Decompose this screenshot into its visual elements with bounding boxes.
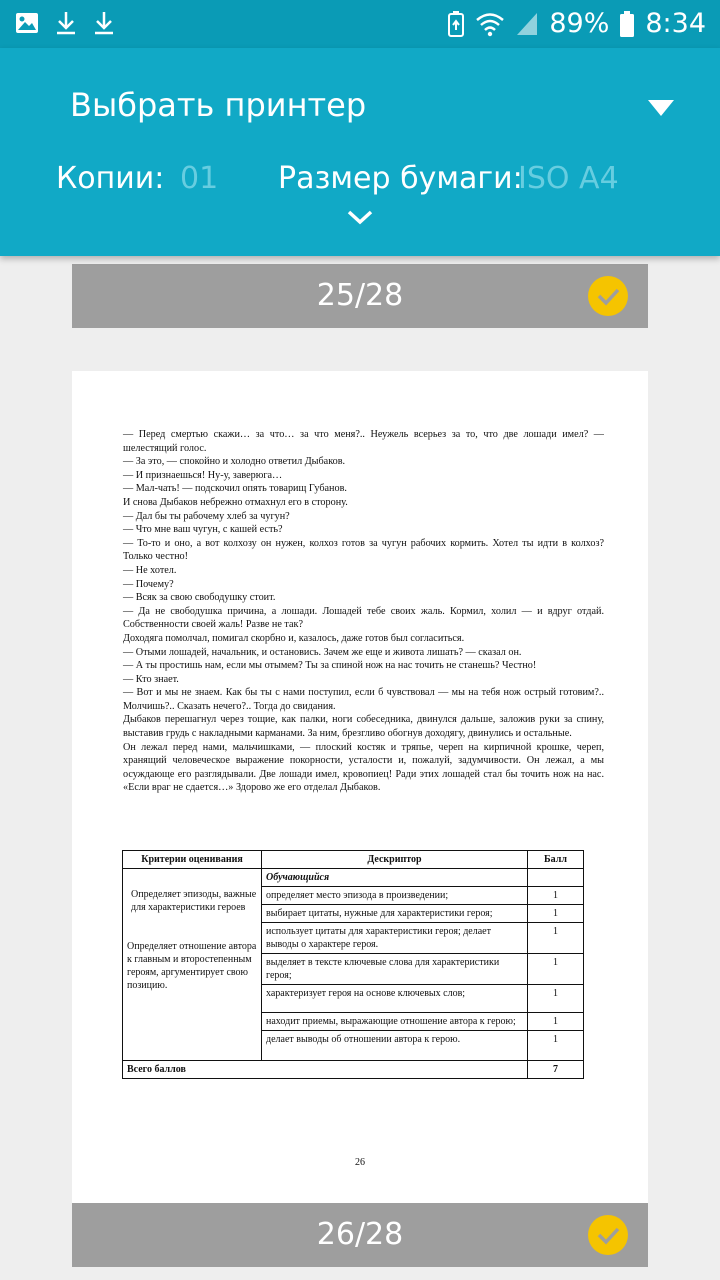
criterion: Определяет отношение автора к главным и второстепенным героям, аргументирует свою позицию.	[127, 941, 257, 991]
paragraph: — Перед смертью скажи… за что… за что меня?.. Неужель всерьез за то, что две лошади имел? — шелестящий голос.	[123, 429, 604, 454]
descriptor: использует цитаты для характеристики героя; делает выводы о характере героя.	[262, 923, 528, 954]
expand-chevron-icon[interactable]	[346, 208, 374, 226]
criterion: Определяет эпизоды, важные для характеристики героев	[131, 889, 257, 913]
copies-value[interactable]: 01	[180, 161, 219, 196]
paragraph: — Что мне ваш чугун, с кашей есть?	[123, 524, 283, 536]
points-cell	[528, 869, 584, 887]
paragraph: — Дал бы ты рабочему хлеб за чугун?	[123, 510, 290, 522]
points-cell: 1	[528, 905, 584, 923]
paragraph: Доходяга помолчал, помигал скорбно и, казалось, даже готов был согласиться.	[123, 632, 465, 644]
criteria-cell	[123, 869, 262, 1061]
points-cell: 1	[528, 954, 584, 985]
descriptor: выделяет в тексте ключевые слова для характеристики героя;	[262, 954, 528, 985]
points-cell: 1	[528, 1031, 584, 1061]
dropdown-arrow-icon[interactable]	[648, 100, 674, 116]
page-counter: 26/28	[316, 1217, 404, 1252]
document-text	[123, 428, 604, 795]
paragraph: — Отыми лошадей, начальник, и остановись. Зачем же еще и живота лишать? — сказал он.	[123, 646, 522, 658]
download-icon	[92, 10, 116, 36]
copies-label: Копии:	[56, 161, 165, 196]
page-header-26[interactable]	[72, 1203, 648, 1267]
paragraph: — За это, — спокойно и холодно ответил Дыбаков.	[123, 456, 346, 468]
descriptor: выбирает цитаты, нужные для характеристики героя;	[262, 905, 528, 923]
print-options-header	[0, 48, 720, 256]
battery-icon	[619, 10, 635, 38]
paper-size-value[interactable]: ISO A4	[518, 161, 619, 196]
paragraph: — То-то и оно, а вот колхозу он нужен, колхоз готов за чугун рабочих кормить. Хотел ты идти в колхоз? Только честно!	[123, 537, 604, 563]
descriptor: определяет место эпизода в произведении;	[262, 887, 528, 905]
battery-saver-icon	[447, 10, 465, 38]
paragraph: — Вот и мы не знаем. Как бы ты с нами поступил, если б чувствовал — мы на тебя нож острый готовим?.. Молчишь?.. Сказать нечего?.. Тогда до свидания.	[123, 687, 604, 712]
wifi-icon	[475, 11, 505, 37]
checkmark-icon	[588, 276, 628, 316]
checkmark-icon	[588, 1215, 628, 1255]
status-bar	[0, 0, 720, 48]
paragraph: — А ты простишь нам, если мы отымем? Ты за спиной нож на нас точить не станешь? Честно!	[123, 660, 537, 672]
paragraph: — Почему?	[123, 578, 174, 590]
paragraph: — Всяк за свою свободушку стоит.	[123, 592, 276, 604]
total-label: Всего баллов	[123, 1061, 528, 1079]
paragraph: Он лежал перед нами, мальчишками, — плоский костяк и тряпье, череп на кирпичной крошке, череп, хранящий человеческое выражение покорности, усталости и, пожалуй, задумчивости. Он лежал, а мы осуждающе его разглядывали. Две лошади имел, кровопиец! Ради этих лошадей стал бы точить нож на нас. «Если враг не сдается…» Здорово же его отделал Дыбаков.	[123, 741, 604, 794]
page-number: 26	[355, 1157, 365, 1168]
image-icon	[14, 10, 40, 36]
signal-icon	[515, 11, 539, 37]
descriptor: характеризует героя на основе ключевых слов;	[262, 985, 528, 1013]
points-cell: 1	[528, 887, 584, 905]
points-cell: 1	[528, 985, 584, 1013]
col-header-points: Балл	[528, 851, 584, 869]
paragraph: Дыбаков перешагнул через тощие, как палки, ноги собеседника, двинулся дальше, заложив руки за спину, выставив грудь с накладными карманами. За ним, брезгливо обогнув доходягу, двинулись и остальные.	[123, 714, 604, 740]
total-value: 7	[528, 1061, 584, 1079]
points-cell: 1	[528, 1013, 584, 1031]
page-selected-check[interactable]	[588, 1215, 628, 1255]
page-preview[interactable]	[72, 371, 648, 1203]
page-counter: 25/28	[316, 278, 404, 313]
col-header-criteria: Критерии оценивания	[123, 851, 262, 869]
paragraph: — Не хотел.	[123, 564, 177, 576]
paragraph: — Да не свободушка причина, а лошади. Лошадей тебе своих жаль. Кормил, холил — и вдруг отдай. Собственности своей жаль! Разве не так?	[123, 605, 604, 631]
paragraph: — Мал-чать! — подскочил опять товарищ Губанов.	[123, 483, 347, 495]
battery-percent: 89%	[549, 8, 610, 39]
page-selected-check[interactable]	[588, 276, 628, 316]
paper-size-label: Размер бумаги:	[278, 161, 523, 196]
clock: 8:34	[645, 8, 706, 39]
paragraph: — Кто знает.	[123, 673, 179, 685]
page-header-25[interactable]	[72, 264, 648, 328]
col-header-descriptor: Дескриптор	[262, 851, 528, 869]
paragraph: — И признаешься! Ну-у, заверюга…	[123, 469, 283, 481]
assessment-table	[122, 850, 584, 1079]
download-icon	[54, 10, 78, 36]
descriptor-subheader: Обучающийся	[262, 869, 528, 887]
printer-select[interactable]: Выбрать принтер	[70, 86, 367, 124]
descriptor: находит приемы, выражающие отношение автора к герою;	[262, 1013, 528, 1031]
descriptor: делает выводы об отношении автора к герою.	[262, 1031, 528, 1061]
paragraph: И снова Дыбаков небрежно отмахнул его в сторону.	[123, 496, 348, 508]
points-cell: 1	[528, 923, 584, 954]
